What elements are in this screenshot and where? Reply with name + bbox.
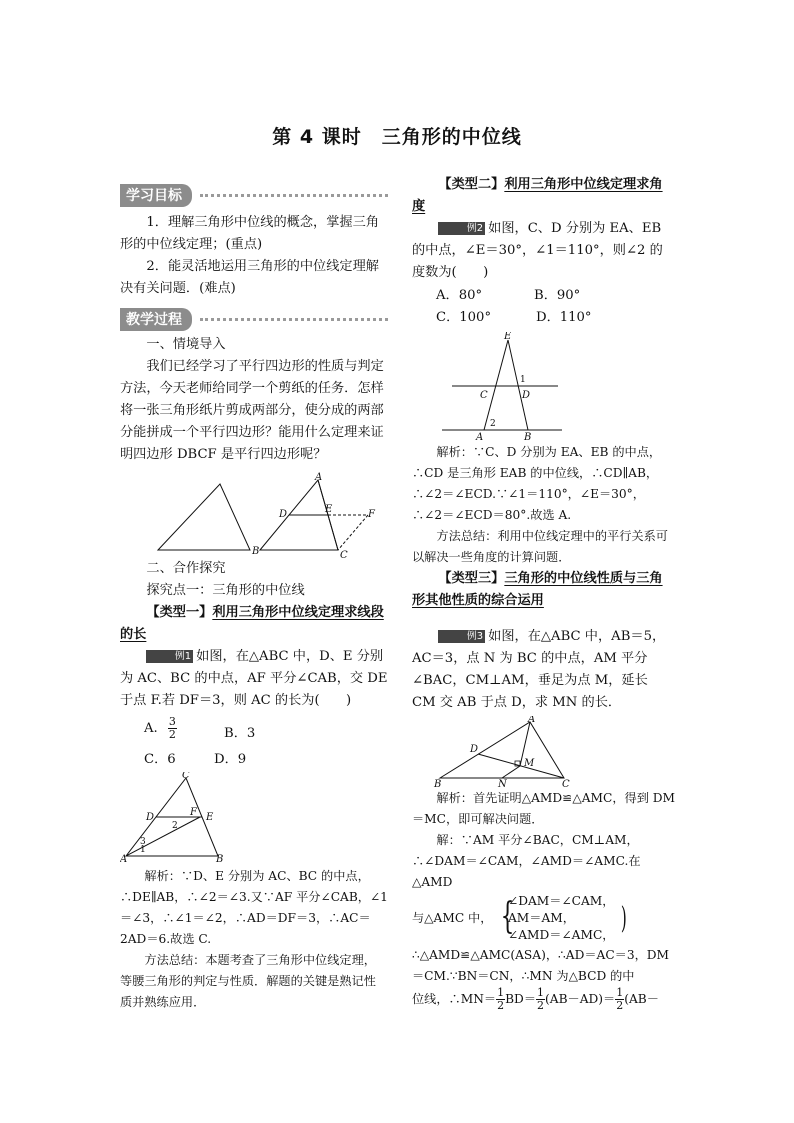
goal-1: 1．理解三角形中位线的概念，掌握三角形的中位线定理；(重点): [120, 215, 379, 252]
fraction-half: $\frac{1}{2}$: [537, 986, 545, 1012]
label-M: M: [524, 758, 535, 769]
label-D: D: [522, 390, 531, 401]
example-1-figure: [120, 772, 388, 864]
label-A: A: [120, 854, 128, 864]
section-header-goals: [120, 184, 388, 204]
bisector-af: [126, 817, 200, 856]
example-3-figure: [412, 716, 675, 788]
line-ea: [484, 340, 508, 430]
example-3-badge: 例3: [438, 630, 485, 643]
example-3-solution-1: 解：∵AM 平分∠BAC，CM⊥AM，∴∠DAM＝∠CAM，∠AMD＝∠AMC.在△AMD: [412, 833, 641, 889]
option-C: C．100°: [436, 310, 492, 325]
option-D: D．9: [214, 752, 247, 767]
label-N: N: [498, 779, 507, 788]
label-C: C: [340, 550, 348, 558]
fraction-half: $\frac{1}{2}$: [497, 986, 505, 1012]
label-C: C: [480, 390, 488, 401]
angle-2: 2: [172, 821, 178, 831]
label-D: D: [279, 509, 288, 520]
label-A: A: [476, 432, 484, 440]
heading-explore: 二、合作探究: [146, 561, 226, 576]
system-lines: ∠DAM＝∠CAM， AM＝AM， ∠AMD＝∠AMC，: [508, 894, 615, 942]
right-column: [412, 174, 675, 1012]
example-3-solution-2: ∴△AMD≌△AMC(ASA)，∴AD＝AC＝3，DM＝CM.∵BN＝CN，∴MN 为△BCD 的中: [412, 948, 670, 983]
angle-1: 1: [140, 845, 146, 855]
option-C: C．6: [144, 752, 176, 767]
goal-2: 2．能灵活地运用三角形的中位线定理解决有关问题．(难点): [120, 259, 379, 296]
segment-nm: [502, 766, 520, 778]
line-eb: [508, 340, 531, 430]
right-paren: ): [620, 901, 627, 936]
ex2-options-row2: [412, 306, 675, 328]
equation-system: [412, 893, 675, 945]
label-D: D: [146, 812, 155, 823]
intro-text: 我们已经学习了平行四边形的性质与判定方法，今天老师给同学一个剪纸的任务．怎样将一张三角形纸片剪成两部分，使分成的两部分能拼成一个平行四边形？能用什么定理来证明四边形 DBCF 是平行四边形呢？: [120, 359, 384, 462]
example-1-analysis: 解析：∵D、E 分别为 AC、BC 的中点，∴DE∥AB，∴∠2＝∠3.又∵AF 平分∠CAB，∠1＝∠3，∴∠1＝∠2，∴AD＝DF＝3，∴AC＝2AD＝6.故选 C.: [120, 869, 388, 946]
label-B: B: [252, 546, 260, 557]
section-divider: [200, 318, 388, 321]
label-A: A: [528, 716, 536, 725]
label-D: D: [470, 744, 479, 755]
label-B: B: [216, 854, 224, 864]
type3-heading: [412, 568, 675, 612]
section-label: 学习目标: [120, 184, 192, 207]
fraction-half: $\frac{1}{2}$: [616, 986, 624, 1012]
example-1-summary: 方法总结：本题考查了三角形中位线定理，等腰三角形的判定与性质．解题的关键是熟记性质并熟练应用．: [120, 953, 376, 1009]
label-C: C: [182, 772, 190, 781]
system-prefix: 与△AMC 中，: [412, 911, 493, 925]
label-E: E: [325, 504, 333, 515]
example-2-analysis: 解析：∵C、D 分别为 EA、EB 的中点，∴CD 是三角形 EAB 的中位线，∴CD∥AB，∴∠2＝∠ECD.∵∠1＝110°，∠E＝30°，∴∠2＝∠ECD＝80°.故选 A.: [412, 445, 662, 522]
dashed-fc: [338, 515, 368, 550]
ex2-options-row1: [412, 284, 675, 306]
example-2-figure: [412, 332, 675, 440]
label-A: A: [315, 472, 323, 483]
type2-tag: 【类型二】: [438, 177, 505, 192]
type1-tag: 【类型一】: [146, 605, 213, 620]
left-column: [120, 184, 388, 1013]
label-B: B: [524, 432, 532, 440]
example-3-solution-3: 位线，∴MN＝ $\frac{1}{2}$ BD＝ $\frac{1}{2}$ (AB－AD)＝ $\frac{1}{2}$ (AB－: [412, 986, 659, 1012]
example-3-analysis: 解析：首先证明△AMD≌△AMC，得到 DM＝MC，即可解决问题．: [412, 791, 676, 826]
type3-tag: 【类型三】: [438, 571, 505, 586]
type2-heading: [412, 174, 675, 218]
label-C: C: [562, 779, 570, 788]
option-B: B．3: [224, 726, 256, 741]
heading-intro: 一、情境导入: [146, 337, 226, 352]
type1-title: 利用三角形中位线定理求线段的长: [120, 605, 384, 642]
ex1-options-row2: [120, 748, 388, 772]
section-header-process: [120, 308, 388, 328]
left-brace: {: [500, 896, 515, 937]
option-A: A．80°: [436, 288, 483, 303]
type3-title: 三角形的中位线性质与三角形其他性质的综合运用: [412, 571, 663, 608]
ex1-options-row1: [120, 716, 388, 748]
option-A-label: A.: [144, 721, 158, 736]
label-E: E: [504, 332, 512, 342]
label-E: E: [206, 812, 214, 823]
example-3-text: 例3 如图，在△ABC 中，AB＝5，AC＝3，点 N 为 BC 的中点，AM 平分∠BAC，CM⊥AM，垂足为点 M，延长 CM 交 AB 于点 D，求 MN 的长．: [412, 629, 666, 710]
intro-figures: [120, 472, 388, 558]
option-B: B．90°: [534, 288, 581, 303]
section-label: 教学过程: [120, 308, 192, 331]
angle-1: 1: [520, 375, 526, 385]
page-title: 第 4 课时 三角形的中位线: [272, 126, 522, 148]
option-A-fraction: $\frac{3}{2}$: [168, 715, 176, 741]
label-F: F: [368, 509, 375, 520]
type2-title: 利用三角形中位线定理求角度: [412, 177, 663, 214]
example-1-badge: 例1: [146, 650, 193, 663]
label-F: F: [190, 807, 197, 818]
section-divider: [200, 194, 388, 197]
label-B: B: [434, 779, 442, 788]
example-2-summary: 方法总结：利用中位线定理中的平行关系可以解决一些角度的计算问题．: [412, 529, 668, 564]
example-1-text: 例1 如图，在△ABC 中，D、E 分别为 AC、BC 的中点，AF 平分∠CAB，交 DE 于点 F.若 DF＝3，则 AC 的长为( ): [120, 649, 388, 708]
explore-point-1: 探究点一：三角形的中位线: [146, 583, 305, 598]
angle-2: 2: [490, 419, 496, 429]
example-2-text: 例2 如图，C、D 分别为 EA、EB 的中点，∠E＝30°，∠1＝110°，则∠2 的度数为( ): [412, 221, 663, 280]
example-2-badge: 例2: [438, 222, 485, 235]
triangle-figure: [158, 484, 250, 550]
angle-3: 3: [140, 837, 146, 847]
triangle-abc: [440, 722, 564, 778]
option-D: D．110°: [536, 310, 592, 325]
type1-heading: [120, 602, 388, 646]
